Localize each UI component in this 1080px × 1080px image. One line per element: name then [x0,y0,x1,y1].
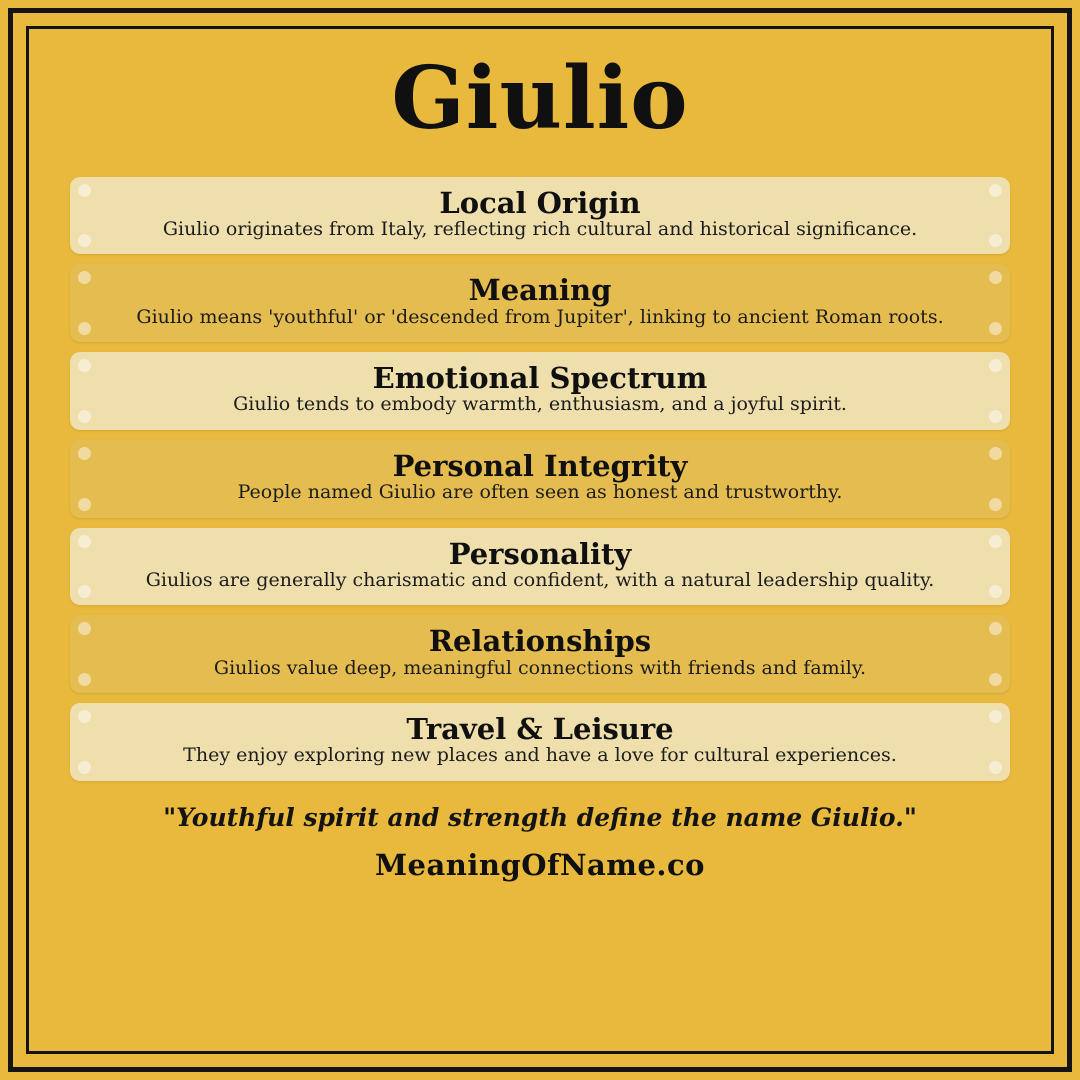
section-text: Giulio means 'youthful' or 'descended from Jupiter', linking to ancient Roman roots. [136,305,944,328]
rivet-icon [989,359,1002,372]
rivet-icon [989,271,1002,284]
section-card-personal-integrity [70,440,1010,518]
rivet-icon [989,184,1002,197]
rivet-icon [78,447,91,460]
section-heading: Personal Integrity [392,448,688,483]
sections-list [36,177,1044,781]
rivet-icon [78,585,91,598]
section-card-relationships [70,615,1010,693]
rivet-icon [78,761,91,774]
rivet-icon [78,535,91,548]
rivet-icon [78,184,91,197]
rivet-icon [989,535,1002,548]
tagline-quote: "Youthful spirit and strength define the name Giulio." [163,802,917,832]
section-text: Giulios are generally charismatic and confident, with a natural leadership quality. [145,568,935,591]
rivet-icon [78,673,91,686]
section-card-personality [70,528,1010,606]
rivet-icon [989,761,1002,774]
rivet-icon [78,410,91,423]
section-text: They enjoy exploring new places and have a love for cultural experiences. [183,744,897,767]
section-heading: Meaning [468,273,612,308]
rivet-icon [78,234,91,247]
section-card-travel-and-leisure [70,703,1010,781]
section-heading: Relationships [428,624,652,659]
section-heading: Local Origin [439,185,641,220]
rivet-icon [78,498,91,511]
rivet-icon [78,622,91,635]
rivet-icon [989,622,1002,635]
rivet-icon [989,234,1002,247]
section-card-meaning [70,264,1010,342]
section-heading: Personality [448,536,632,571]
section-card-local-origin [70,177,1010,255]
section-text: Giulio originates from Italy, reflecting rich cultural and historical significance. [162,217,918,240]
rivet-icon [78,322,91,335]
rivet-icon [989,673,1002,686]
rivet-icon [989,447,1002,460]
rivet-icon [989,585,1002,598]
section-text: Giulios value deep, meaningful connections with friends and family. [213,656,867,679]
rivet-icon [989,322,1002,335]
section-text: Giulio tends to embody warmth, enthusiasm, and a joyful spirit. [233,393,847,416]
poster-content [36,36,1044,1044]
rivet-icon [78,359,91,372]
rivet-icon [989,410,1002,423]
section-text: People named Giulio are often seen as honest and trustworthy. [237,481,843,504]
rivet-icon [78,710,91,723]
section-heading: Travel & Leisure [406,712,674,747]
rivet-icon [78,271,91,284]
rivet-icon [989,498,1002,511]
rivet-icon [989,710,1002,723]
poster-footer [36,803,1044,882]
page-title: Giulio [391,48,689,149]
section-card-emotional-spectrum [70,352,1010,430]
brand-name: MeaningOfName.co [374,847,706,882]
section-heading: Emotional Spectrum [372,361,708,396]
